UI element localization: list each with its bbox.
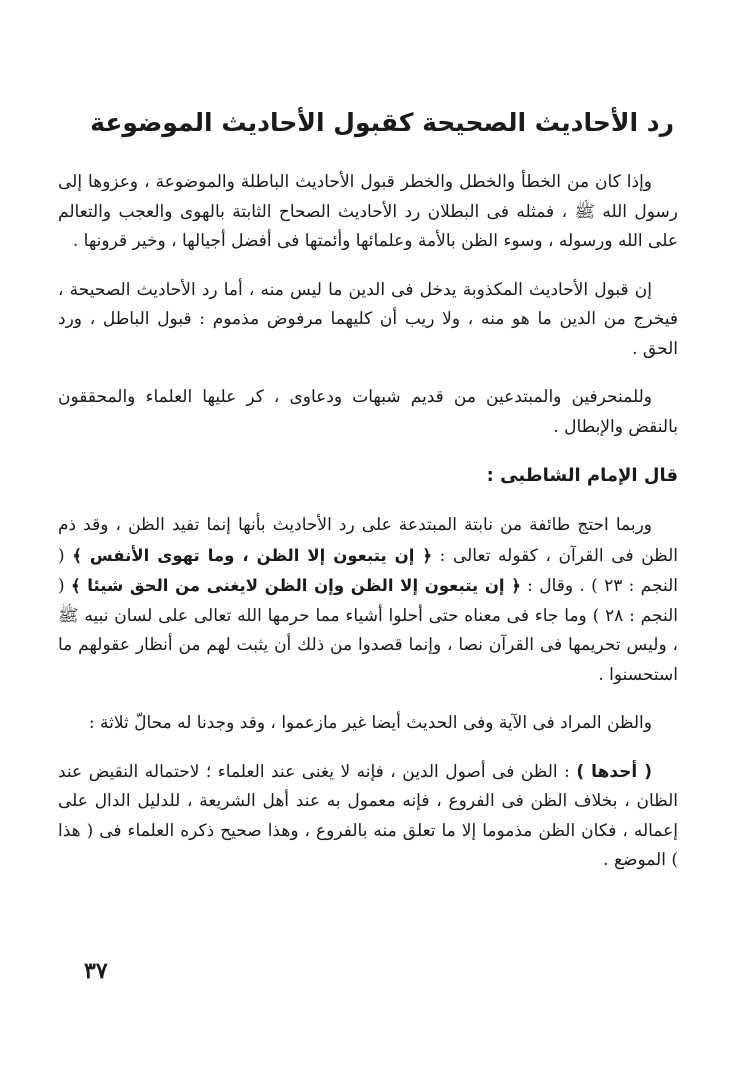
paragraph-2: إن قبول الأحاديث المكذوبة يدخل فى الدين ما ليس منه ، أما رد الأحاديث الصحيحة ، فيخرج من الدين ما هو منه ، ولا ريب أن كليهما مرفوض مذموم : قبول الباطل ، ورد الحق . (58, 279, 678, 359)
paragraph-6-label: ( أحدها ) (576, 761, 653, 782)
paragraph-4-text-1: وربما احتج طائفة من نابتة المبتدعة على رد الأحاديث بأنها إنما تفيد الظن ، وقد ذم الظن فى القرآن ، كقوله تعالى : (58, 515, 678, 566)
paragraph-1: وإذا كان من الخطأ والخطل والخطر قبول الأحاديث الباطلة والموضوعة ، وعزوها إلى رسول الله ﷺ ، فمثله فى البطلان رد الأحاديث الصحاح الثابتة بالهوى والعجب والتعالم على الله ورسوله ، وسوء الظن بالأمة وعلمائها وأئمتها فى أفضل أجيالها ، وخير قرونها . (58, 172, 678, 251)
paragraph-6-text: : الظن فى أصول الدين ، فإنه لا يغنى عند العلماء ؛ لاحتماله النقيض عند الظان ، بخلاف الظن فى الفروع ، فإنه معمول به عند أهل الشريعة ، للدليل الدال على إعماله ، فكان الظن مذموما إلا ما تعلق منه بالفروع ، وهذا صحيح ذكره العلماء فى ( هذا ) الموضع . (58, 761, 678, 870)
section-heading: قال الإمام الشاطبى : (486, 465, 678, 486)
page-title: رد الأحاديث الصحيحة كقبول الأحاديث الموضوعة (90, 108, 674, 137)
paragraph-4-text-3: ( النجم : ٢٨ ) وما جاء فى معناه حتى أحلوا أشياء مما حرمها الله تعالى على لسان نبيه ﷺ ، وليس تحريمها فى القرآن نصا ، وإنما قصدوا من ذلك أن يثبت لهم من أنظار عقولهم ما استحسنوا . (58, 576, 679, 685)
page-number: ٣٧ (84, 958, 108, 984)
paragraph-6 (58, 758, 678, 876)
quran-verse-1: ﴿ إن يتبعون إلا الظن ، وما تهوى الأنفس ﴾ (72, 545, 432, 565)
page-body (58, 168, 678, 895)
paragraph-3: وللمنحرفين والمبتدعين من قديم شبهات ودعاوى ، كر عليها العلماء والمحققون بالنقض والإبطال . (58, 387, 678, 437)
paragraph-4 (58, 511, 678, 690)
paragraph-5: والظن المراد فى الآية وفى الحديث أيضا غير مازعموا ، وقد وجدنا له محالّ ثلاثة : (88, 713, 652, 733)
quran-verse-2: ﴿ إن يتبعون إلا الظن وإن الظن لايغنى من الحق شيئا ﴾ (70, 576, 521, 595)
paragraph-4-text-2: ( النجم : ٢٣ ) . وقال : (58, 545, 678, 596)
